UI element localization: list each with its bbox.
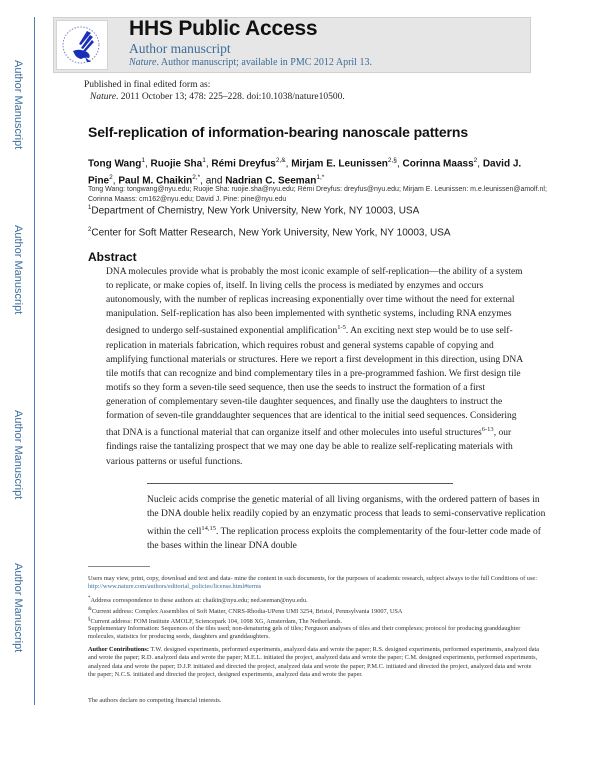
footnote-divider bbox=[88, 566, 150, 567]
author-sup: 2 bbox=[473, 157, 478, 164]
hhs-header bbox=[53, 17, 531, 73]
availability-text: . Author manuscript; available in PMC 2012 April 13. bbox=[156, 57, 372, 68]
footnote-sup: & bbox=[88, 606, 92, 612]
author-sup: 2,§ bbox=[387, 157, 397, 164]
current-address-note bbox=[88, 606, 540, 617]
hhs-eagle-logo-icon bbox=[56, 20, 108, 70]
author-name: Rémi Dreyfus bbox=[211, 158, 276, 170]
author-name: Tong Wang bbox=[88, 158, 142, 170]
address-notes bbox=[88, 595, 540, 627]
author-sup: 1 bbox=[141, 157, 145, 164]
author-sup: 1,* bbox=[316, 174, 325, 182]
author-sup: 1 bbox=[202, 157, 206, 164]
sidebar-rule bbox=[34, 17, 35, 705]
author-name: Corinna Maass bbox=[402, 158, 474, 170]
supplementary-info: Supplementary Information: Sequences of the tiles used; non-denaturing gels of tiles; Ferguson analyses of tiles and their complexes; protocol for producing granddaughter molecules, statistics for producing seeds, daughters and granddaughters. bbox=[88, 625, 521, 641]
body-text: . The replication process exploits the complementarity of the four-letter code made of the bases within the linear DNA double bbox=[147, 526, 541, 551]
abstract-heading: Abstract bbox=[88, 250, 137, 264]
author-name: David J. Pine bbox=[88, 158, 522, 187]
footnote-sup: § bbox=[88, 617, 91, 622]
sidebar-label-author-manuscript: Author Manuscript bbox=[12, 225, 24, 315]
license-text: Users may view, print, copy, download and text and data- mine the content in such documents, for the purposes of academic research, subject always to the full Conditions of use: bbox=[88, 575, 537, 582]
affiliation-text: Center for Soft Matter Research, New York University, New York, NY 10003, USA bbox=[91, 227, 451, 239]
license-link[interactable]: http://www.nature.com/authors/editorial_policies/license.html#terms bbox=[88, 583, 262, 591]
author-sup: 2,* bbox=[192, 174, 201, 182]
published-label: Published in final edited form as: bbox=[84, 80, 211, 90]
availability-line bbox=[129, 57, 372, 68]
affiliation-sup: 1 bbox=[88, 205, 92, 211]
publication-info bbox=[84, 79, 345, 103]
body-text: Nucleic acids comprise the genetic material of all living organisms, with the ordered pattern of bases in the DNA double helix readily copied by an enzymatic process that leads to semi-conservative replication within the cell bbox=[147, 495, 546, 537]
author-emails: Tong Wang: tongwang@nyu.edu; Ruojie Sha: ruojie.sha@nyu.edu; Rémi Dreyfus: dreyfus@nyu.edu; Mirjam E. Leunissen: m.e.leunissen@amolf.nl; Corinna Maass: cm162@nyu.edu; David J. Pine: pine@nyu.edu bbox=[88, 186, 547, 203]
citation bbox=[84, 91, 345, 103]
article-title: Self-replication of information-bearing nanoscale patterns bbox=[88, 124, 469, 140]
journal-name: Nature bbox=[129, 57, 157, 68]
sidebar-label-author-manuscript: Author Manuscript bbox=[12, 563, 24, 653]
footnote-text: Current address: FOM Institute AMOLF, Sciencepark 104, 1098 XG, Amsterdam, The Netherlands. bbox=[90, 618, 343, 626]
contributions-label: Author Contributions: bbox=[88, 646, 149, 653]
author-sup: 2,& bbox=[275, 157, 286, 164]
manuscript-subtitle: Author manuscript bbox=[129, 41, 231, 56]
footnote-text: Current address: Complex Assemblies of Soft Matter, CNRS-Rhodia-UPenn UMI 3254, Bristol, Pennsylvania 19007, USA bbox=[91, 607, 403, 615]
abstract-divider bbox=[147, 483, 453, 484]
author-sup: 2 bbox=[109, 174, 113, 182]
affiliation-sup: 2 bbox=[88, 227, 92, 233]
footnote-text: Address correspondence to these authors at: chaikin@nyu.edu; ned.seeman@nyu.edu. bbox=[90, 597, 308, 605]
license-note bbox=[88, 575, 540, 592]
author-name: Ruojie Sha bbox=[150, 158, 203, 170]
and-word: and bbox=[205, 175, 223, 187]
hhs-title: HHS Public Access bbox=[129, 17, 318, 40]
reference-sup[interactable]: 6-13 bbox=[481, 426, 494, 434]
reference-sup[interactable]: 1-5 bbox=[337, 324, 346, 332]
abstract-part: . An exciting next step would be to use self-replication in materials fabrication, which requires robust and general systems capable of copying and amplifying functional materials or structures. Here we report a first development in this direction, using DNA tile motifs that can recognize and bind complementary tiles in a pre-programmed fashion. We first design tile motifs so they form a seven-tile seed sequence, then use the seeds to instruct the formation of a first generation of complementary seven-tile daughter sequences, and finally use the daughters to instruct the formation of seven-tile granddaughter sequences that are identical to the initial seed sequences. Considering that DNA is a functional material that can organize itself and other molecules into useful structures bbox=[106, 326, 523, 439]
sidebar-label-author-manuscript: Author Manuscript bbox=[12, 410, 24, 500]
affiliation bbox=[88, 205, 419, 216]
author-name: Mirjam E. Leunissen bbox=[291, 158, 388, 170]
contributions-text: T.W. designed experiments, performed experiments, analyzed data and wrote the paper; R.S. designed experiments, performed experiments, analyzed data and wrote the paper; R.D. analyzed data and wrote the paper; M.E.L. initiated the project, analyzed data and wrote the paper; C.M. designed experiments, performed experiments, analyzed data and wrote the paper; D.J.P. initiated and directed the project, analyzed data and wrote the paper; P.M.C. initiated and directed the project, analyzed data and wrote the paper; N.C.S. initiated and directed the project, designed experiments, analyzed data and wrote the paper. bbox=[88, 646, 540, 679]
correspondence-note bbox=[88, 595, 540, 606]
abstract-part: DNA molecules provide what is probably the most iconic example of self-replication—the ability of a system to replicate, or make copies of, itself. In living cells the process is mediated by enzymes and occurs autonomously, with the number of replicas increasing exponentially over time without the need for external manipulation. Self-replication has also been implemented with synthetic systems, including RNA enzymes designed to undergo self-sustained exponential amplification bbox=[106, 267, 523, 337]
body-paragraph bbox=[147, 494, 547, 553]
author-contributions bbox=[88, 646, 540, 680]
abstract-part: , our findings raise the tantalizing prospect that we may one day be able to realize self-replicating materials with various patterns or useful functions. bbox=[106, 428, 513, 467]
reference-sup[interactable]: 14,15 bbox=[201, 524, 216, 532]
sidebar-label-author-manuscript: Author Manuscript bbox=[12, 60, 24, 150]
footnote-sup: * bbox=[88, 596, 91, 601]
affiliation bbox=[88, 227, 451, 238]
citation-journal: Nature bbox=[90, 92, 117, 102]
competing-interests: The authors declare no competing financial interests. bbox=[88, 697, 222, 704]
abstract-text bbox=[106, 265, 526, 469]
author-list: Tong Wang$^1$, Ruojie Sha$^1$, Rémi Dreyfus$^{2,\&}$, Mirjam E. Leunissen$^{2,\S}$, Corinna Maass$^2$, David J. Pine$^2$, Paul M. Chaikin$^{2,*}$, and Nadrian C. Seeman$^{1,*}$ bbox=[88, 157, 522, 187]
citation-text: . 2011 October 13; 478: 225–228. doi:10.1038/nature10500. bbox=[116, 92, 345, 102]
author-name: Nadrian C. Seeman bbox=[225, 175, 317, 187]
affiliation-text: Department of Chemistry, New York University, New York, NY 10003, USA bbox=[91, 205, 420, 217]
author-name: Paul M. Chaikin bbox=[118, 175, 193, 187]
